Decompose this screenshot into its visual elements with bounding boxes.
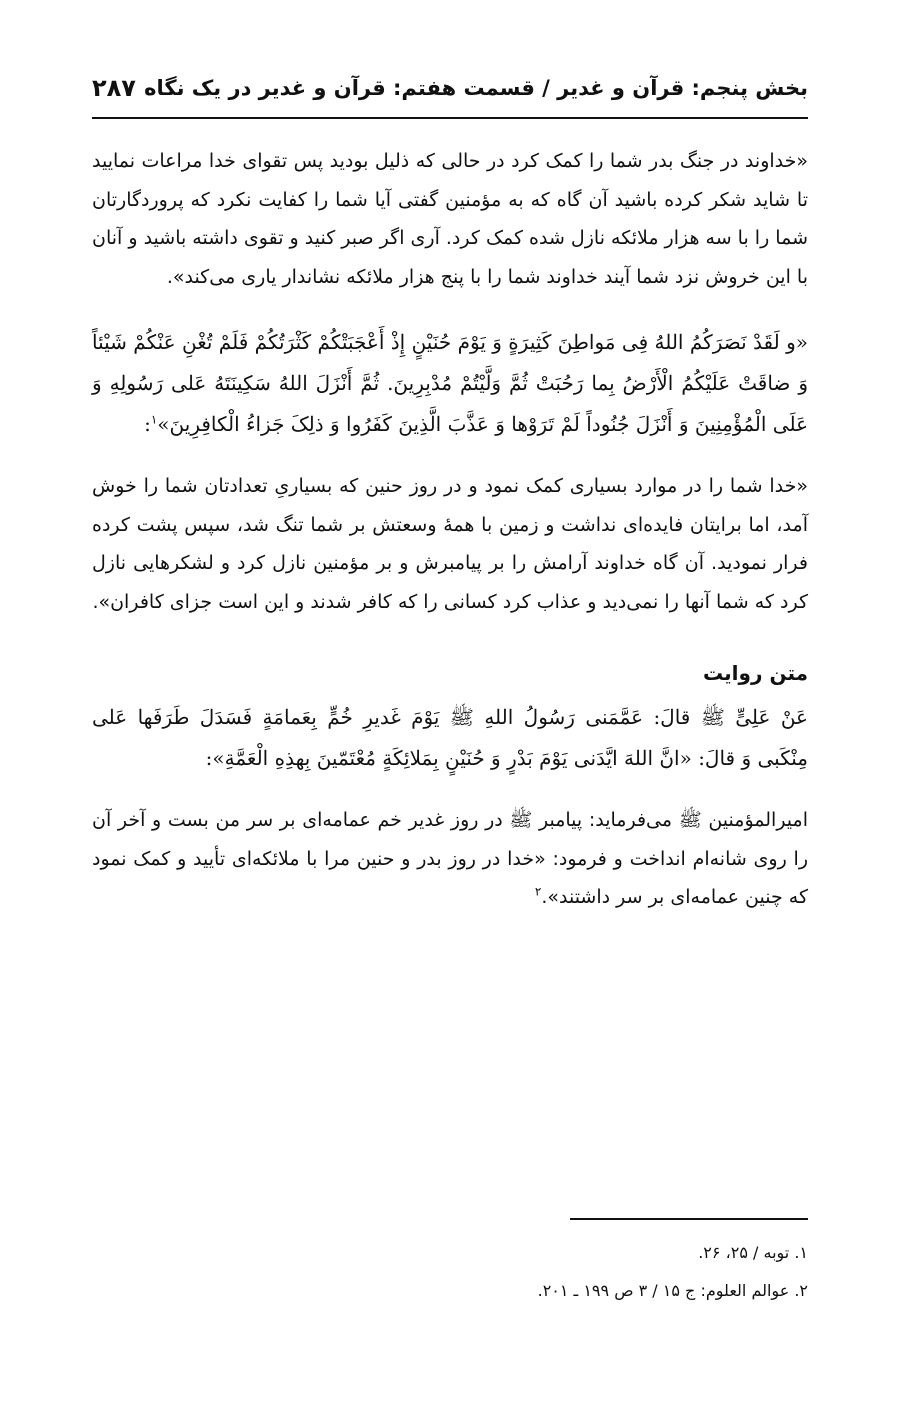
translation-paragraph-3-text: امیرالمؤمنین ﷺ می‌فرماید: پیامبر ﷺ در روز غدیر خم عمامه‌ای بر سر من بست و آخر آن را روی شانه‌ام انداخت و فرمود: «خدا در روز بدر و حنین مرا با ملائکه‌ای تأیید و کمک نمود که چنین عمامه‌ای بر سر داشتند».	[92, 809, 808, 908]
footnote-mark-1: ۱	[150, 412, 158, 427]
hadith-text: عَنْ عَلِیٍّ ﷺ قالَ: عَمَّمَنی رَسُولُ اللهِ ﷺ یَوْمَ غَدیرِ خُمٍّ بِعَمامَةٍ فَسَدَلَ طَرَفَها عَلی مِنْکَبی وَ قالَ: «انَّ اللهَ ایَّدَنی یَوْمَ بَدْرٍ وَ حُنَیْنٍ بِمَلائِکَةٍ مُعْتَمّینَ بِهذِهِ الْعَمَّةِ»:	[92, 705, 808, 770]
page-number: ۲۸۷	[92, 74, 136, 102]
page-content	[92, 142, 808, 917]
translation-paragraph-3	[92, 801, 808, 917]
verse-end-colon: :	[144, 412, 151, 436]
footnote-2: ۲. عوالم العلوم: ج ۱۵ / ۳ ص ۱۹۹ ـ ۲۰۱.	[537, 1281, 808, 1300]
footnotes	[92, 1234, 808, 1310]
section-heading: متن روایت	[703, 661, 808, 685]
quran-verse-text: «و لَقَدْ نَصَرَکُمُ اللهُ فِی مَواطِنَ کَثِیرَةٍ وَ یَوْمَ حُنَیْنٍ إِذْ أَعْجَبَتْکُمْ کَثْرَتُکُمْ فَلَمْ تُغْنِ عَنْکُمْ شَیْئاً وَ ضاقَتْ عَلَیْکُمُ الْأَرْضُ بِما رَحُبَتْ ثُمَّ وَلَّیْتُمْ مُدْبِرِینَ. ثُمَّ أَنْزَلَ اللهُ سَکِینَتَهُ عَلی رَسُولِهِ وَ عَلَی الْمُؤْمِنِینَ وَ أَنْزَلَ جُنُوداً لَمْ تَرَوْها وَ عَذَّبَ الَّذِینَ کَفَرُوا وَ ذلِکَ جَزاءُ الْکافِرِینَ»	[92, 330, 808, 436]
page-header	[92, 68, 808, 108]
quran-verse	[92, 322, 808, 445]
book-page	[92, 0, 808, 1405]
footnote-divider	[570, 1218, 808, 1220]
footnote-1: ۱. توبه / ۲۵، ۲۶.	[698, 1243, 808, 1262]
running-title: بخش پنجم: قرآن و غدیر / قسمت هفتم: قرآن و غدیر در یک نگاه	[144, 76, 808, 100]
footnote-mark-2: ۲	[534, 884, 542, 899]
translation-paragraph-1: «خداوند در جنگ بدر شما را کمک کرد در حالی که ذلیل بودید پس تقوای خدا مراعات نمایید تا شاید شکر کرده باشید آن گاه که به مؤمنین گفتی آیا شما را کفایت نکرد که پروردگارتان شما را با سه هزار ملائکه نازل شده کمک کرد. آری اگر صبر کنید و تقوی داشته باشید و آنان با این خروش نزد شما آیند خداوند شما را با پنج هزار ملائکه نشاندار یاری می‌کند».	[92, 150, 808, 288]
translation-paragraph-2: «خدا شما را در موارد بسیاری کمک نمود و در روز حنین که بسیاریِ تعدادتان شما را خوش آمد، اما برایتان فایده‌ای نداشت و زمین با همهٔ وسعتش بر شما تنگ شد، سپس پشت کرده فرار نمودید. آن گاه خداوند آرامش را بر پیامبرش و بر مؤمنین نازل کرد و لشکرهایی نازل کرد که شما آنها را نمی‌دید و عذاب کرد کسانی را که کافر شدند و این است جزای کافران».	[92, 475, 808, 613]
header-divider	[92, 117, 808, 119]
